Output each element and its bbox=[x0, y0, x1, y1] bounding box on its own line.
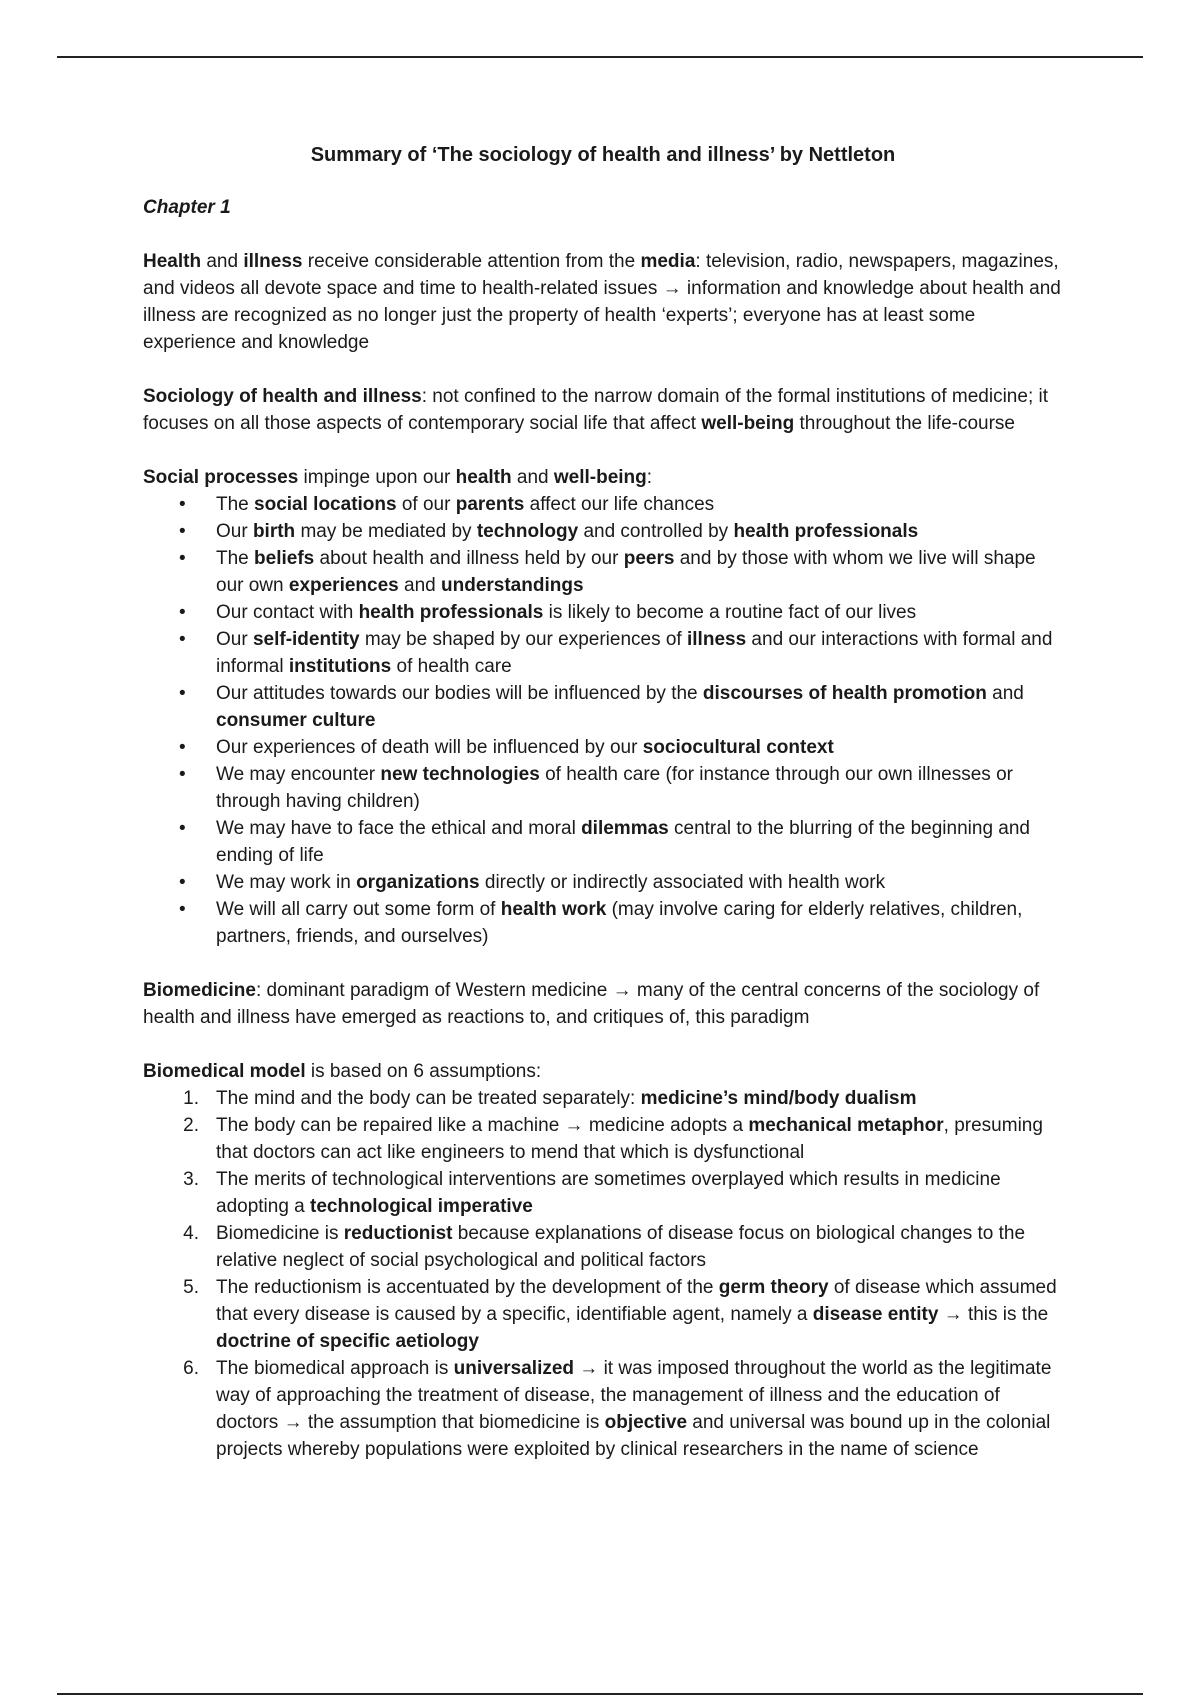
bold-term: objective bbox=[604, 1412, 688, 1433]
document-body bbox=[143, 140, 1063, 1490]
bullet-marker: • bbox=[179, 872, 186, 893]
bold-term: Biomedicine bbox=[143, 980, 256, 1001]
text-run: We may work in bbox=[216, 872, 357, 893]
list-item bbox=[143, 1112, 1063, 1166]
text-run: → this is the bbox=[938, 1304, 1049, 1325]
text-run: Our bbox=[216, 629, 253, 650]
bold-term: institutions bbox=[288, 656, 392, 677]
bullet-marker: • bbox=[179, 683, 186, 704]
bold-term: organizations bbox=[356, 872, 480, 893]
document-title: Summary of ‘The sociology of health and illness’ by Nettleton bbox=[310, 144, 896, 166]
bold-term: Sociology of health and illness bbox=[143, 386, 422, 407]
bold-term: disease entity bbox=[812, 1304, 939, 1325]
bullet-marker: • bbox=[179, 764, 186, 785]
bold-term: technological imperative bbox=[310, 1196, 533, 1217]
text-run: Our experiences of death will be influenced by our bbox=[216, 737, 643, 758]
text-run: central to the blurring of the beginning and ending of life bbox=[216, 818, 1030, 866]
text-run: because explanations of disease focus on biological changes to the relative neglect of social psychological and political factors bbox=[216, 1223, 1026, 1271]
list-item bbox=[143, 1085, 1063, 1112]
bold-term: beliefs bbox=[254, 548, 315, 569]
text-run: The bbox=[216, 548, 255, 569]
text-run: is likely to become a routine fact of our lives bbox=[543, 602, 917, 623]
text-run: We will all carry out some form of bbox=[216, 899, 501, 920]
text-run: (may involve caring for elderly relatives, children, partners, friends, and ourselves) bbox=[216, 899, 1023, 947]
list-number: 6. bbox=[183, 1358, 199, 1379]
list-item bbox=[143, 518, 1063, 545]
bullet-marker: • bbox=[179, 737, 186, 758]
text-run: and bbox=[986, 683, 1024, 704]
list-item bbox=[143, 599, 1063, 626]
text-run: The merits of technological interventions are sometimes overplayed which results in medicine adopting a bbox=[216, 1169, 1001, 1217]
text-run: may be mediated by bbox=[295, 521, 477, 542]
bullet-list bbox=[143, 491, 1063, 950]
list-intro bbox=[143, 1058, 1063, 1085]
bold-term: sociocultural context bbox=[642, 737, 834, 758]
bold-term: health work bbox=[500, 899, 607, 920]
text-run: and controlled by bbox=[578, 521, 734, 542]
list-item bbox=[143, 626, 1063, 680]
list-item bbox=[143, 734, 1063, 761]
bold-term: Biomedical model bbox=[143, 1061, 306, 1082]
bold-term: illness bbox=[687, 629, 747, 650]
list-item bbox=[143, 761, 1063, 815]
bold-term: Health bbox=[143, 251, 202, 272]
text-run: We may encounter bbox=[216, 764, 381, 785]
bold-term: health bbox=[455, 467, 512, 488]
bullet-marker: • bbox=[179, 899, 186, 920]
text-run: : not confined to the narrow domain of the formal institutions of medicine; it focuses on all those aspects of contemporary social life that affect bbox=[143, 386, 1048, 434]
bold-term: birth bbox=[252, 521, 296, 542]
bold-term: well-being bbox=[701, 413, 795, 434]
bold-term: illness bbox=[243, 251, 303, 272]
text-run: affect our life chances bbox=[524, 494, 715, 515]
text-run: → it was imposed throughout the world as the legitimate way of approaching the treatment of disease, the management of illness and the education of doctors → the assumption that biomedicine is bbox=[216, 1358, 1052, 1433]
text-run: throughout the life-course bbox=[794, 413, 1015, 434]
list-item bbox=[143, 491, 1063, 518]
bold-term: new technologies bbox=[380, 764, 540, 785]
text-run: The mind and the body can be treated separately: bbox=[216, 1088, 641, 1109]
list-number: 5. bbox=[183, 1277, 199, 1298]
text-run: : television, radio, newspapers, magazines, and videos all devote space and time to health-related issues → information and knowledge about health and illness are recognized as no longer just the property of health ‘experts’; everyone has at least some experience and knowledge bbox=[143, 251, 1061, 353]
text-run: : dominant paradigm of Western medicine → many of the central concerns of the sociology of health and illness have emerged as reactions to, and critiques of, this paradigm bbox=[143, 980, 1040, 1028]
text-run: of disease which assumed that every disease is caused by a specific, identifiable agent, namely a bbox=[216, 1277, 1057, 1325]
bold-term: social locations bbox=[254, 494, 397, 515]
text-run: The bbox=[216, 494, 255, 515]
bold-term: media bbox=[640, 251, 696, 272]
bold-term: self-identity bbox=[252, 629, 360, 650]
chapter-heading: Chapter 1 bbox=[143, 197, 231, 218]
bullet-marker: • bbox=[179, 818, 186, 839]
bold-term: doctrine of specific aetiology bbox=[216, 1331, 479, 1352]
list-item bbox=[143, 869, 1063, 896]
list-item bbox=[143, 896, 1063, 950]
text-run: and by those with whom we live will shape our own bbox=[216, 548, 1036, 596]
text-run: directly or indirectly associated with health work bbox=[479, 872, 886, 893]
text-run: Biomedicine is bbox=[216, 1223, 344, 1244]
list-item bbox=[143, 1274, 1063, 1355]
text-run: The reductionism is accentuated by the development of the bbox=[216, 1277, 719, 1298]
text-run: Our contact with bbox=[216, 602, 359, 623]
bold-term: technology bbox=[476, 521, 579, 542]
bold-term: Social processes bbox=[143, 467, 299, 488]
text-run: and bbox=[511, 467, 554, 488]
bullet-marker: • bbox=[179, 521, 186, 542]
bullet-marker: • bbox=[179, 629, 186, 650]
bullet-marker: • bbox=[179, 548, 186, 569]
text-run: : bbox=[646, 467, 653, 488]
bold-term: universalized bbox=[453, 1358, 575, 1379]
text-run: about health and illness held by our bbox=[314, 548, 624, 569]
text-run: is based on 6 assumptions: bbox=[305, 1061, 542, 1082]
text-run: of health care (for instance through our own illnesses or through having children) bbox=[216, 764, 1013, 812]
list-number: 2. bbox=[183, 1115, 199, 1136]
bold-term: consumer culture bbox=[216, 710, 376, 731]
paragraph bbox=[143, 977, 1063, 1031]
bold-term: germ theory bbox=[718, 1277, 829, 1298]
bold-term: mechanical metaphor bbox=[748, 1115, 944, 1136]
bold-term: understandings bbox=[441, 575, 584, 596]
text-run: of health care bbox=[391, 656, 512, 677]
numbered-list bbox=[143, 1085, 1063, 1463]
list-item bbox=[143, 680, 1063, 734]
bold-term: experiences bbox=[288, 575, 399, 596]
list-item bbox=[143, 1220, 1063, 1274]
bold-term: parents bbox=[455, 494, 525, 515]
bold-term: medicine’s mind/body dualism bbox=[640, 1088, 917, 1109]
list-number: 1. bbox=[183, 1088, 199, 1109]
list-item bbox=[143, 545, 1063, 599]
text-run: and universal was bound up in the colonial projects whereby populations were exploited by clinical researchers in the name of science bbox=[216, 1412, 1051, 1460]
list-item bbox=[143, 1355, 1063, 1463]
text-run: The body can be repaired like a machine → medicine adopts a bbox=[216, 1115, 749, 1136]
paragraph bbox=[143, 383, 1063, 437]
bold-term: health professionals bbox=[358, 602, 544, 623]
text-run: and our interactions with formal and informal bbox=[216, 629, 1053, 677]
text-run: Our attitudes towards our bodies will be influenced by the bbox=[216, 683, 703, 704]
text-run: of our bbox=[396, 494, 456, 515]
bullet-marker: • bbox=[179, 494, 186, 515]
text-run: may be shaped by our experiences of bbox=[359, 629, 687, 650]
text-run: The biomedical approach is bbox=[216, 1358, 454, 1379]
text-run: and bbox=[201, 251, 244, 272]
text-run: , presuming that doctors can act like engineers to mend that which is dysfunctional bbox=[216, 1115, 1043, 1163]
text-run: impinge upon our bbox=[298, 467, 456, 488]
text-run: Our bbox=[216, 521, 253, 542]
list-number: 4. bbox=[183, 1223, 199, 1244]
bold-term: reductionist bbox=[343, 1223, 453, 1244]
list-item bbox=[143, 1166, 1063, 1220]
text-run: receive considerable attention from the bbox=[302, 251, 641, 272]
bold-term: well-being bbox=[553, 467, 647, 488]
list-intro bbox=[143, 464, 1063, 491]
text-run: and bbox=[398, 575, 441, 596]
bold-term: health professionals bbox=[733, 521, 919, 542]
bottom-rule bbox=[57, 1693, 1143, 1695]
bold-term: dilemmas bbox=[581, 818, 669, 839]
list-number: 3. bbox=[183, 1169, 199, 1190]
document-blocks bbox=[143, 248, 1063, 1463]
list-item bbox=[143, 815, 1063, 869]
bullet-marker: • bbox=[179, 602, 186, 623]
bold-term: peers bbox=[623, 548, 675, 569]
bold-term: discourses of health promotion bbox=[702, 683, 987, 704]
text-run: We may have to face the ethical and moral bbox=[216, 818, 582, 839]
paragraph bbox=[143, 248, 1063, 356]
top-rule bbox=[57, 56, 1143, 58]
